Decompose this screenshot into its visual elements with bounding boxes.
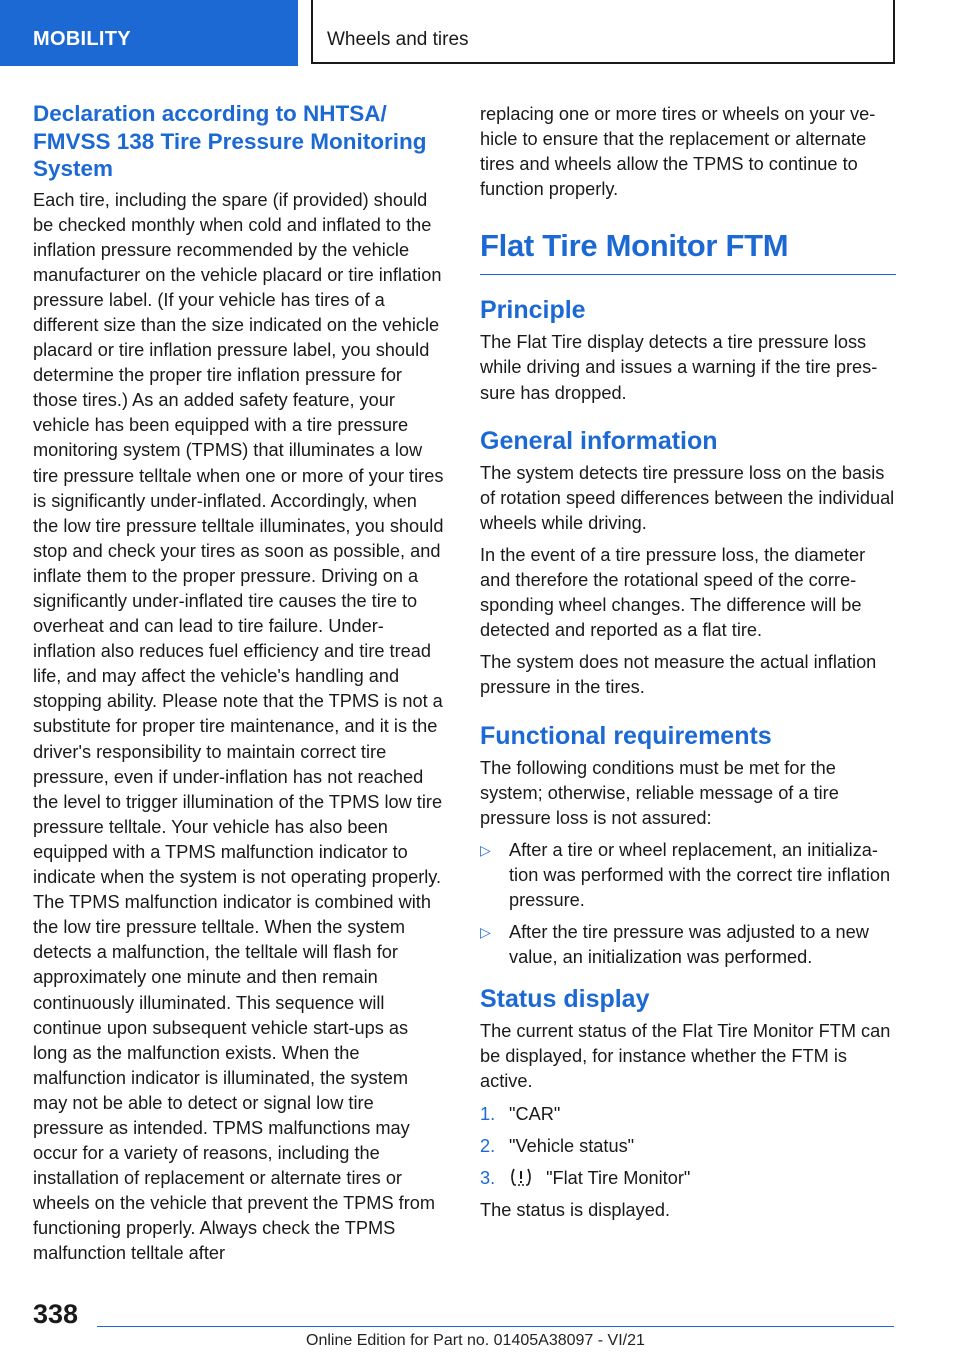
step-text: "CAR": [509, 1103, 561, 1124]
principle-heading: Principle: [480, 296, 586, 325]
list-item: [480, 1166, 896, 1194]
footer-divider: [97, 1326, 894, 1327]
general-info-text-3: The system does not measure the actual inflation pressure in the tires.: [480, 652, 877, 698]
status-steps-list: [480, 1102, 896, 1194]
list-item: ▷ After the tire pressure was adjusted to a new value, an initialization was performed.: [480, 922, 869, 968]
step-text: "Flat Tire Monitor": [546, 1167, 691, 1188]
bullet-triangle-icon: ▷: [480, 841, 491, 858]
list-item: [480, 1102, 896, 1127]
right-column: [480, 100, 896, 1223]
step-text: "Vehicle status": [509, 1135, 635, 1156]
general-info-heading: General information: [480, 426, 718, 455]
step-number: 2.: [480, 1135, 496, 1156]
page-header: [0, 0, 960, 66]
status-display-text: The current status of the Flat Tire Monitor FTM can be displayed, for instance whether the FTM is active.: [480, 1021, 891, 1092]
list-item: ▷ After a tire or wheel replacement, an initialization was performed with the correct tire inflation pressure.: [480, 839, 891, 910]
list-item: [480, 1134, 896, 1159]
left-column: [33, 100, 445, 1267]
requirements-list: [480, 838, 896, 970]
bullet-triangle-icon: ▷: [480, 924, 491, 941]
tire-pressure-warning-icon: [509, 1167, 533, 1194]
general-info-text-2: In the event of a tire pressure loss, the diameter and therefore the rotational speed of the corresponding wheel changes. The difference will be detected and reported as a flat tire.: [480, 544, 866, 641]
step-number: 1.: [480, 1103, 496, 1124]
page-number: 338: [33, 1299, 79, 1329]
status-result-text: The status is displayed.: [480, 1199, 671, 1220]
nhtsa-declaration-heading: Declaration according to NHTSA/ FMVSS 138 Tire Pressure Monitoring System: [33, 101, 427, 181]
section-title: Flat Tire Monitor FTM: [480, 228, 896, 275]
functional-requirements-heading: Functional requirements: [480, 721, 772, 750]
status-display-heading: Status display: [480, 985, 650, 1014]
section-tab: MOBILITY: [0, 0, 298, 66]
general-info-text-1: The system detects tire pressure loss on the basis of rotation speed differences between the individual wheels while driving.: [480, 462, 895, 533]
nhtsa-declaration-text: Each tire, including the spare (if provided) should be checked monthly when cold and inflated to the inflation pressure recommended by the vehicle manufacturer on the vehicle placard or tire inflation pressure label. (If your vehicle has tires of a different size than the size indicated on the vehicle placard or tire inflation pressure label, you should determine the proper tire inflation pressure for those tires.) As an added safety feature, your vehicle has been equipped with a tire pressure monitoring system (TPMS) that illuminates a low tire pressure telltale when one or more of your tires is significantly under-inflated. Accordingly, when the low tire pressure telltale illuminates, you should stop and check your tires as soon as possible, and inflate them to the proper pressure. Driving on a significantly under-inflated tire causes the tire to overheat and can lead to tire failure. Under-inflation also reduces fuel efficiency and tire tread life, and may affect the vehicle's handling and stopping ability. Please note that the TPMS is not a substitute for proper tire maintenance, and it is the driver's responsibility to maintain correct tire pressure, even if under-inflation has not reached the level to trigger illumination of the TPMS low tire pressure telltale. Your vehicle has also been equipped with a TPMS malfunction indicator to indicate when the system is not operating properly. The TPMS malfunction indicator is combined with the low tire pressure telltale. When the system detects a malfunction, the telltale will flash for approximately one minute and then remain continuously illuminated. This sequence will continue upon subsequent vehicle start-ups as long as the malfunction exists. When the malfunction indicator is illuminated, the system may not be able to detect or signal low tire pressure as intended. TPMS malfunctions may occur for a variety of reasons, including the installation of replacement or alternate tires or wheels on the vehicle that prevent the TPMS from functioning properly. Always check the TPMS malfunction telltale after: [33, 189, 444, 1264]
chapter-title: Wheels and tires: [311, 0, 895, 64]
functional-requirements-text: The following conditions must be met for the system; otherwise, reliable message of a tire pressure loss is not assured:: [480, 757, 839, 828]
edition-note: Online Edition for Part no. 01405A38097 - VI/21: [306, 1332, 645, 1349]
continuation-text: replacing one or more tires or wheels on your vehicle to ensure that the replacement or alternate tires and wheels allow the TPMS to continue to function properly.: [480, 104, 876, 200]
step-number: 3.: [480, 1167, 496, 1188]
principle-text: The Flat Tire display detects a tire pressure loss while driving and issues a warning if the tire pressure has dropped.: [480, 332, 878, 403]
